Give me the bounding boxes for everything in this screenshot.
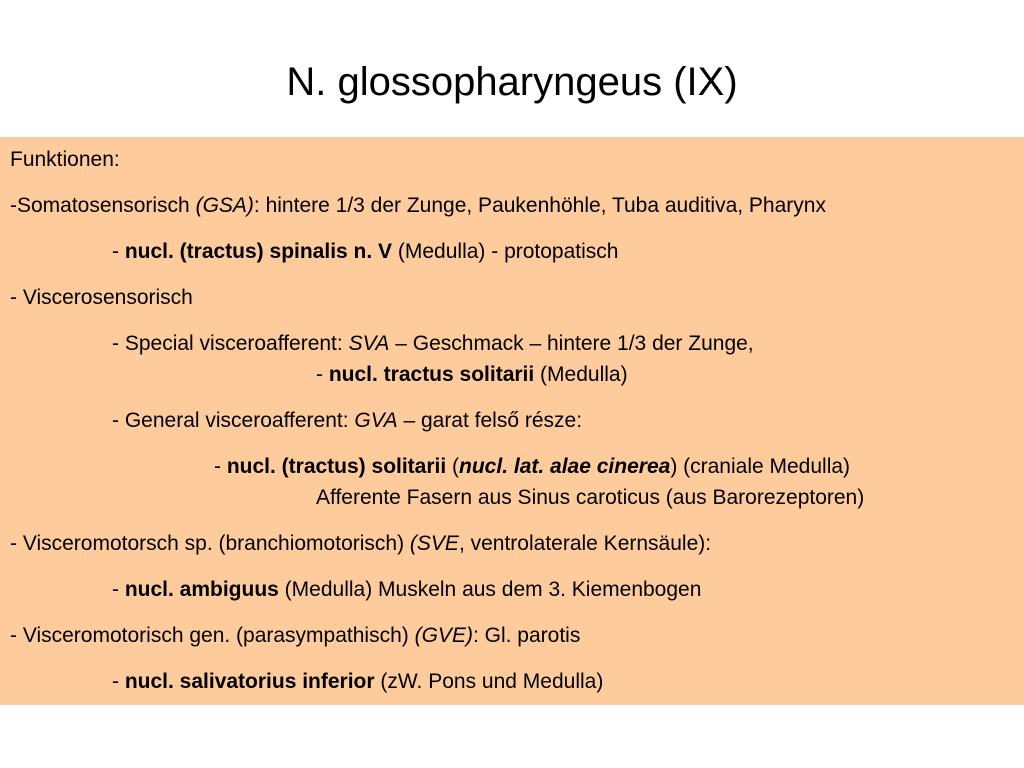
text-line-gva: - General visceroafferent: GVA – garat felső része: xyxy=(112,409,583,432)
text-line-functions: Funktionen: xyxy=(10,148,120,171)
text-line-gsa-nucleus: - nucl. (tractus) spinalis n. V (Medulla) - protopatisch xyxy=(112,240,619,263)
text-line-sva-nucleus: - nucl. tractus solitarii (Medulla) xyxy=(316,363,628,386)
text-line-sva: - Special visceroafferent: SVA – Geschmack – hintere 1/3 der Zunge, xyxy=(112,332,754,355)
slide-title: N. glossopharyngeus (IX) xyxy=(286,60,738,104)
text-line-sve: - Visceromotorsch sp. (branchiomotorisch) (SVE, ventrolaterale Kernsäule): xyxy=(10,532,712,555)
text-line-gva-nucleus: - nucl. (tractus) solitarii (nucl. lat. alae cinerea) (craniale Medulla) xyxy=(214,455,851,478)
text-line-viscerosensory: - Viscerosensorisch xyxy=(10,286,193,309)
text-line-afferent-fibers: Afferente Fasern aus Sinus caroticus (aus Barorezeptoren) xyxy=(316,486,865,509)
text-line-gve-nucleus: - nucl. salivatorius inferior (zW. Pons und Medulla) xyxy=(112,670,604,693)
text-line-sve-nucleus: - nucl. ambiguus (Medulla) Muskeln aus dem 3. Kiemenbogen xyxy=(112,578,702,601)
text-line-gve: - Visceromotorisch gen. (parasympathisch) (GVE): Gl. parotis xyxy=(10,624,581,647)
text-line-gsa: -Somatosensorisch (GSA): hintere 1/3 der Zunge, Paukenhöhle, Tuba auditiva, Pharynx xyxy=(10,194,826,217)
